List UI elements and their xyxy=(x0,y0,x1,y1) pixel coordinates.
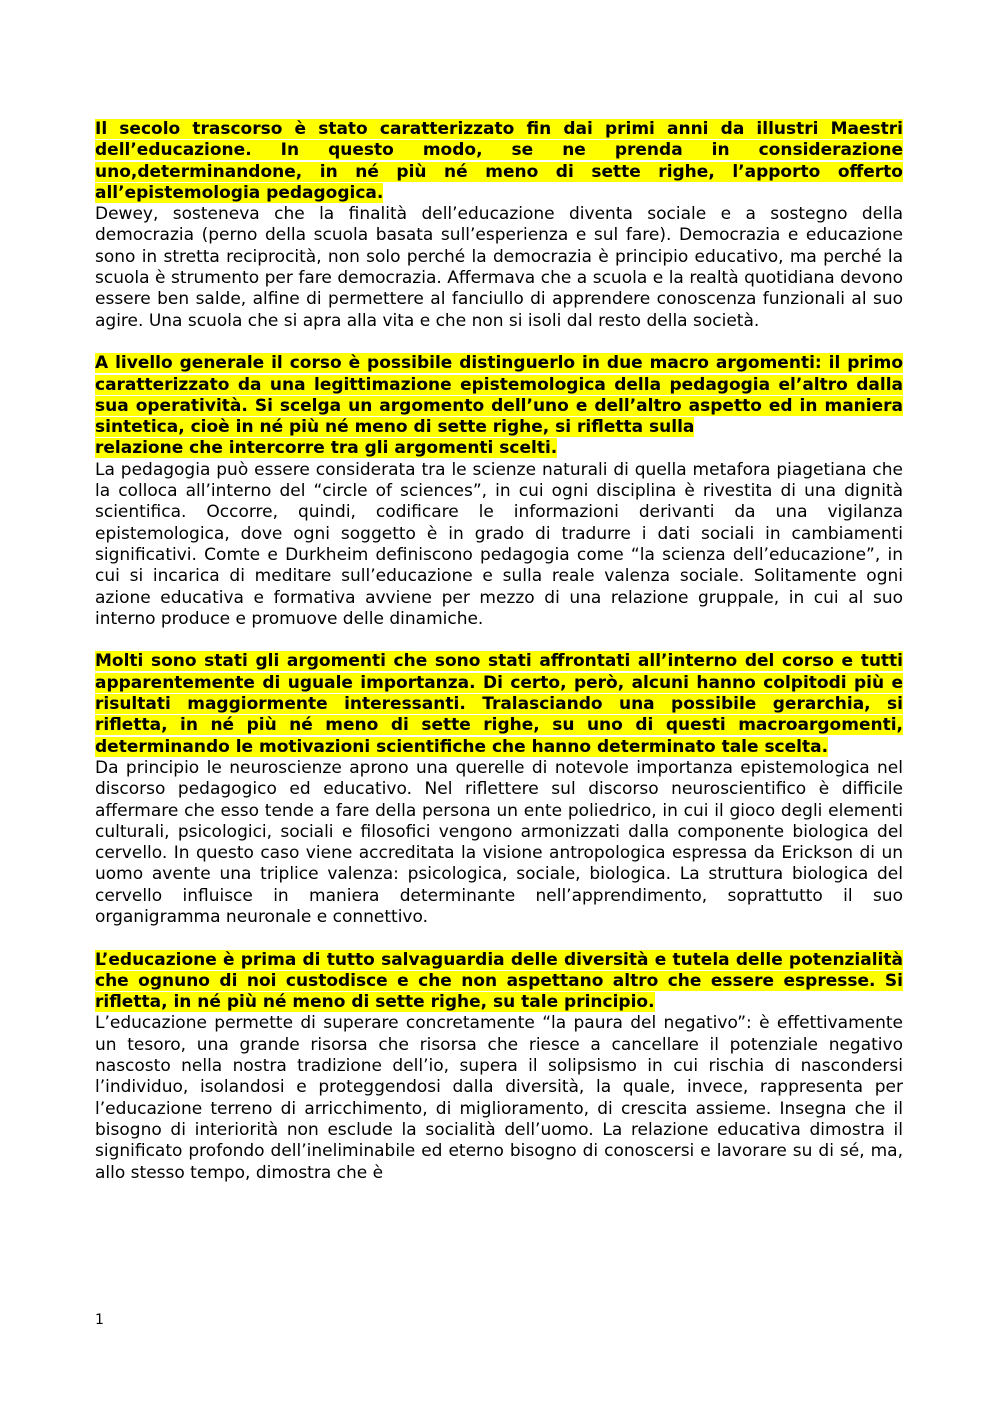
question-4 xyxy=(95,950,903,1014)
question-3 xyxy=(95,651,903,757)
document-page xyxy=(95,119,903,1184)
question-1 xyxy=(95,119,903,204)
question-3-text: Molti sono stati gli argomenti che sono stati affrontati all’interno del corso e tutti apparentemente di uguale importanza. Di certo, però, alcuni hanno colpitodi più e risultati maggiormente interessanti. Tralasciando una possibile gerarchia, si rifletta, in né più né meno di sette righe, su uno di questi macroargomenti, determinando le motivazioni scientifiche che hanno determinato tale scelta. xyxy=(95,651,903,757)
question-2 xyxy=(95,353,903,459)
question-2-text-end: relazione che intercorre tra gli argomenti scelti. xyxy=(95,438,558,459)
paragraph-gap xyxy=(95,928,903,949)
paragraph-gap xyxy=(95,332,903,353)
answer-4: L’educazione permette di superare concretamente “la paura del negativo”: è effettivamente un tesoro, una grande risorsa che risorsa che riesce a cancellare il potenziale negativo nascosto nella nostra tradizione dell’io, supera il solipsismo in cui rischia di nascondersi l’individuo, isolandosi e proteggendosi dalla diversità, la quale, invece, rappresenta per l’educazione terreno di arricchimento, di miglioramento, di crescita assieme. Insegna che il bisogno di interiorità non esclude la socialità dell’uomo. La relazione educativa dimostra il significato profondo dell’ineliminabile ed eterno bisogno di conoscersi e lavorare su di sé, ma, allo stesso tempo, dimostra che è xyxy=(95,1013,903,1183)
question-2-text: A livello generale il corso è possibile distinguerlo in due macro argomenti: il primo caratterizzato da una legittimazione epistemologica della pedagogia el’altro dalla sua operatività. Si scelga un argomento dell’uno e dell’altro aspetto ed in maniera sintetica, cioè in né più né meno di sette righe, si rifletta sulla xyxy=(95,353,903,438)
page-number: 1 xyxy=(95,1312,104,1328)
question-4-text: L’educazione è prima di tutto salvaguardia delle diversità e tutela delle potenzialità che ognuno di noi custodisce e che non aspettano altro che essere espresse. Si rifletta, in né più né meno di sette righe, su tale principio. xyxy=(95,949,903,1013)
question-1-text: Il secolo trascorso è stato caratterizzato fin dai primi anni da illustri Maestri dell’educazione. In questo modo, se ne prenda in considerazione uno,determinandone, in né più né meno di sette righe, l’apporto offerto all’epistemologia pedagogica. xyxy=(95,119,903,203)
answer-1: Dewey, sosteneva che la finalità dell’educazione diventa sociale e a sostegno della democrazia (perno della scuola basata sull’esperienza e sul fare). Democrazia e educazione sono in stretta reciprocità, non solo perché la democrazia è principio educativo, ma perché la scuola è strumento per fare democrazia. Affermava che a scuola e la realtà quotidiana devono essere ben salde, alfine di permettere al fanciullo di apprendere conoscenza funzionali al suo agire. Una scuola che si apra alla vita e che non si isoli dal resto della società. xyxy=(95,204,903,331)
answer-3: Da principio le neuroscienze aprono una querelle di notevole importanza epistemologica nel discorso pedagogico ed educativo. Nel riflettere sul discorso neuroscientifico è difficile affermare che esso tende a fare della persona un ente poliedrico, in cui il gioco degli elementi culturali, psicologici, sociali e filosofici vengono armonizzati dalla componente biologica del cervello. In questo caso viene accreditata la visione antropologica espressa da Erickson di un uomo avente una triplice valenza: psicologica, sociale, biologica. La struttura biologica del cervello influisce in maniera determinante nell’apprendimento, soprattutto il suo organigramma neuronale e connettivo. xyxy=(95,757,903,927)
paragraph-gap xyxy=(95,630,903,651)
answer-2: La pedagogia può essere considerata tra le scienze naturali di quella metafora piagetiana che la colloca all’interno del “circle of sciences”, in cui ogni disciplina è rivestita di una dignità scientifica. Occorre, quindi, codificare le informazioni derivanti da una vigilanza epistemologica, dove ogni soggetto è in grado di tradurre i dati sociali in cambiamenti significativi. Comte e Durkheim definiscono pedagogia come “la scienza dell’educazione”, in cui si incarica di meditare sull’educazione e sulla reale valenza sociale. Solitamente ogni azione educativa e formativa avviene per mezzo di una relazione gruppale, in cui al suo interno produce e promuove delle dinamiche. xyxy=(95,459,903,629)
